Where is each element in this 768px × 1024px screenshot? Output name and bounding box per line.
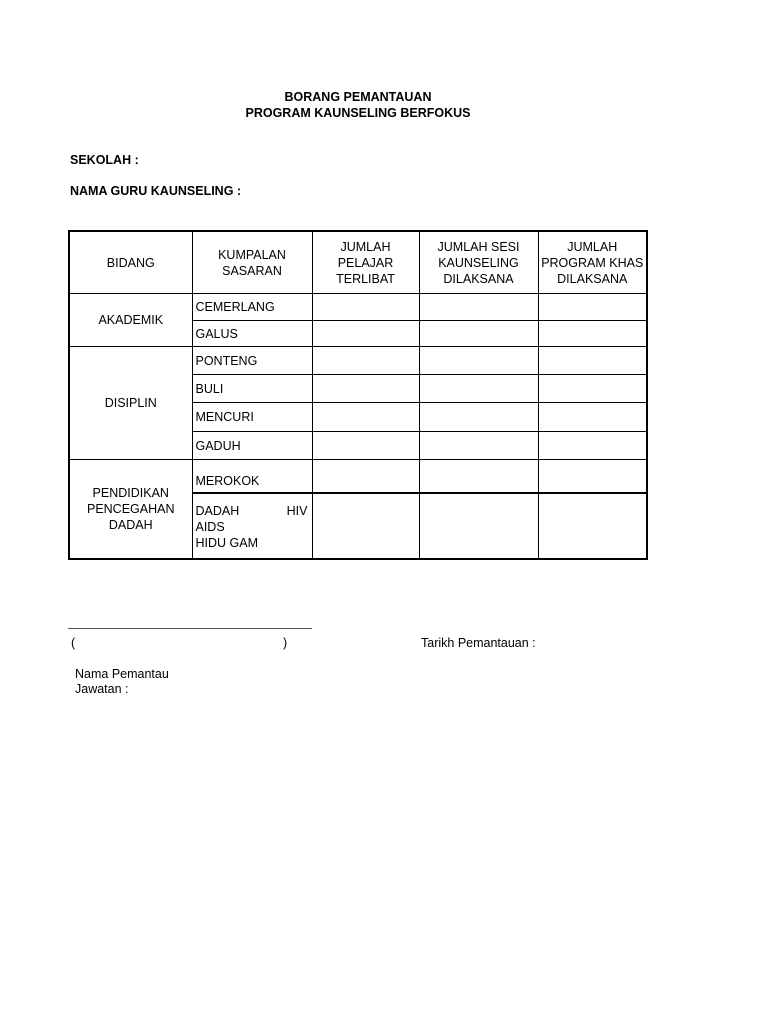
header-jumlah-program: JUMLAH PROGRAM KHAS DILAKSANA	[538, 231, 647, 294]
target-merokok: MEROKOK	[192, 460, 312, 493]
cell-pelajar-cemerlang[interactable]	[312, 294, 419, 321]
target-dadah-hiv-aids: DADAH HIV AIDS HIDU GAM	[192, 493, 312, 559]
target-gaduh: GADUH	[192, 432, 312, 460]
cell-pelajar-merokok[interactable]	[312, 460, 419, 493]
cell-program-ponteng[interactable]	[538, 347, 647, 375]
target-mencuri: MENCURI	[192, 403, 312, 432]
header-kumpulan-sasaran: KUMPALAN SASARAN	[192, 231, 312, 294]
monitor-name-label: Nama Pemantau	[75, 667, 169, 681]
cell-program-cemerlang[interactable]	[538, 294, 647, 321]
cell-sesi-mencuri[interactable]	[419, 403, 538, 432]
group-akademik: AKADEMIK	[69, 294, 192, 347]
form-subtitle: PROGRAM KAUNSELING BERFOKUS	[245, 106, 471, 120]
header-bidang: BIDANG	[69, 231, 192, 294]
cell-sesi-dadah[interactable]	[419, 493, 538, 559]
cell-sesi-galus[interactable]	[419, 321, 538, 347]
signature-open-paren: (	[71, 636, 76, 650]
signature-close-paren: )	[283, 636, 288, 650]
monitoring-table	[68, 230, 648, 560]
counselor-name-label: NAMA GURU KAUNSELING :	[70, 184, 242, 198]
cell-pelajar-mencuri[interactable]	[312, 403, 419, 432]
cell-program-dadah[interactable]	[538, 493, 647, 559]
table-header-row	[69, 231, 647, 294]
target-ponteng: PONTENG	[192, 347, 312, 375]
signature-line	[68, 628, 312, 629]
cell-pelajar-dadah[interactable]	[312, 493, 419, 559]
target-galus: GALUS	[192, 321, 312, 347]
cell-program-galus[interactable]	[538, 321, 647, 347]
position-label: Jawatan :	[75, 682, 129, 696]
cell-program-merokok[interactable]	[538, 460, 647, 493]
cell-program-mencuri[interactable]	[538, 403, 647, 432]
school-label: SEKOLAH :	[70, 153, 139, 167]
table-row	[69, 294, 647, 321]
group-pendidikan-pencegahan-dadah: PENDIDIKAN PENCEGAHAN DADAH	[69, 460, 192, 559]
header-jumlah-pelajar: JUMLAH PELAJAR TERLIBAT	[312, 231, 419, 294]
cell-pelajar-ponteng[interactable]	[312, 347, 419, 375]
group-disiplin: DISIPLIN	[69, 347, 192, 460]
cell-pelajar-buli[interactable]	[312, 375, 419, 403]
cell-sesi-buli[interactable]	[419, 375, 538, 403]
cell-program-gaduh[interactable]	[538, 432, 647, 460]
date-label: Tarikh Pemantauan :	[421, 636, 536, 650]
target-buli: BULI	[192, 375, 312, 403]
cell-sesi-cemerlang[interactable]	[419, 294, 538, 321]
table-row	[69, 347, 647, 375]
cell-pelajar-galus[interactable]	[312, 321, 419, 347]
cell-sesi-gaduh[interactable]	[419, 432, 538, 460]
cell-program-buli[interactable]	[538, 375, 647, 403]
form-title: BORANG PEMANTAUAN	[284, 90, 432, 104]
target-cemerlang: CEMERLANG	[192, 294, 312, 321]
table-row	[69, 460, 647, 493]
header-jumlah-sesi: JUMLAH SESI KAUNSELING DILAKSANA	[419, 231, 538, 294]
cell-sesi-ponteng[interactable]	[419, 347, 538, 375]
cell-sesi-merokok[interactable]	[419, 460, 538, 493]
cell-pelajar-gaduh[interactable]	[312, 432, 419, 460]
